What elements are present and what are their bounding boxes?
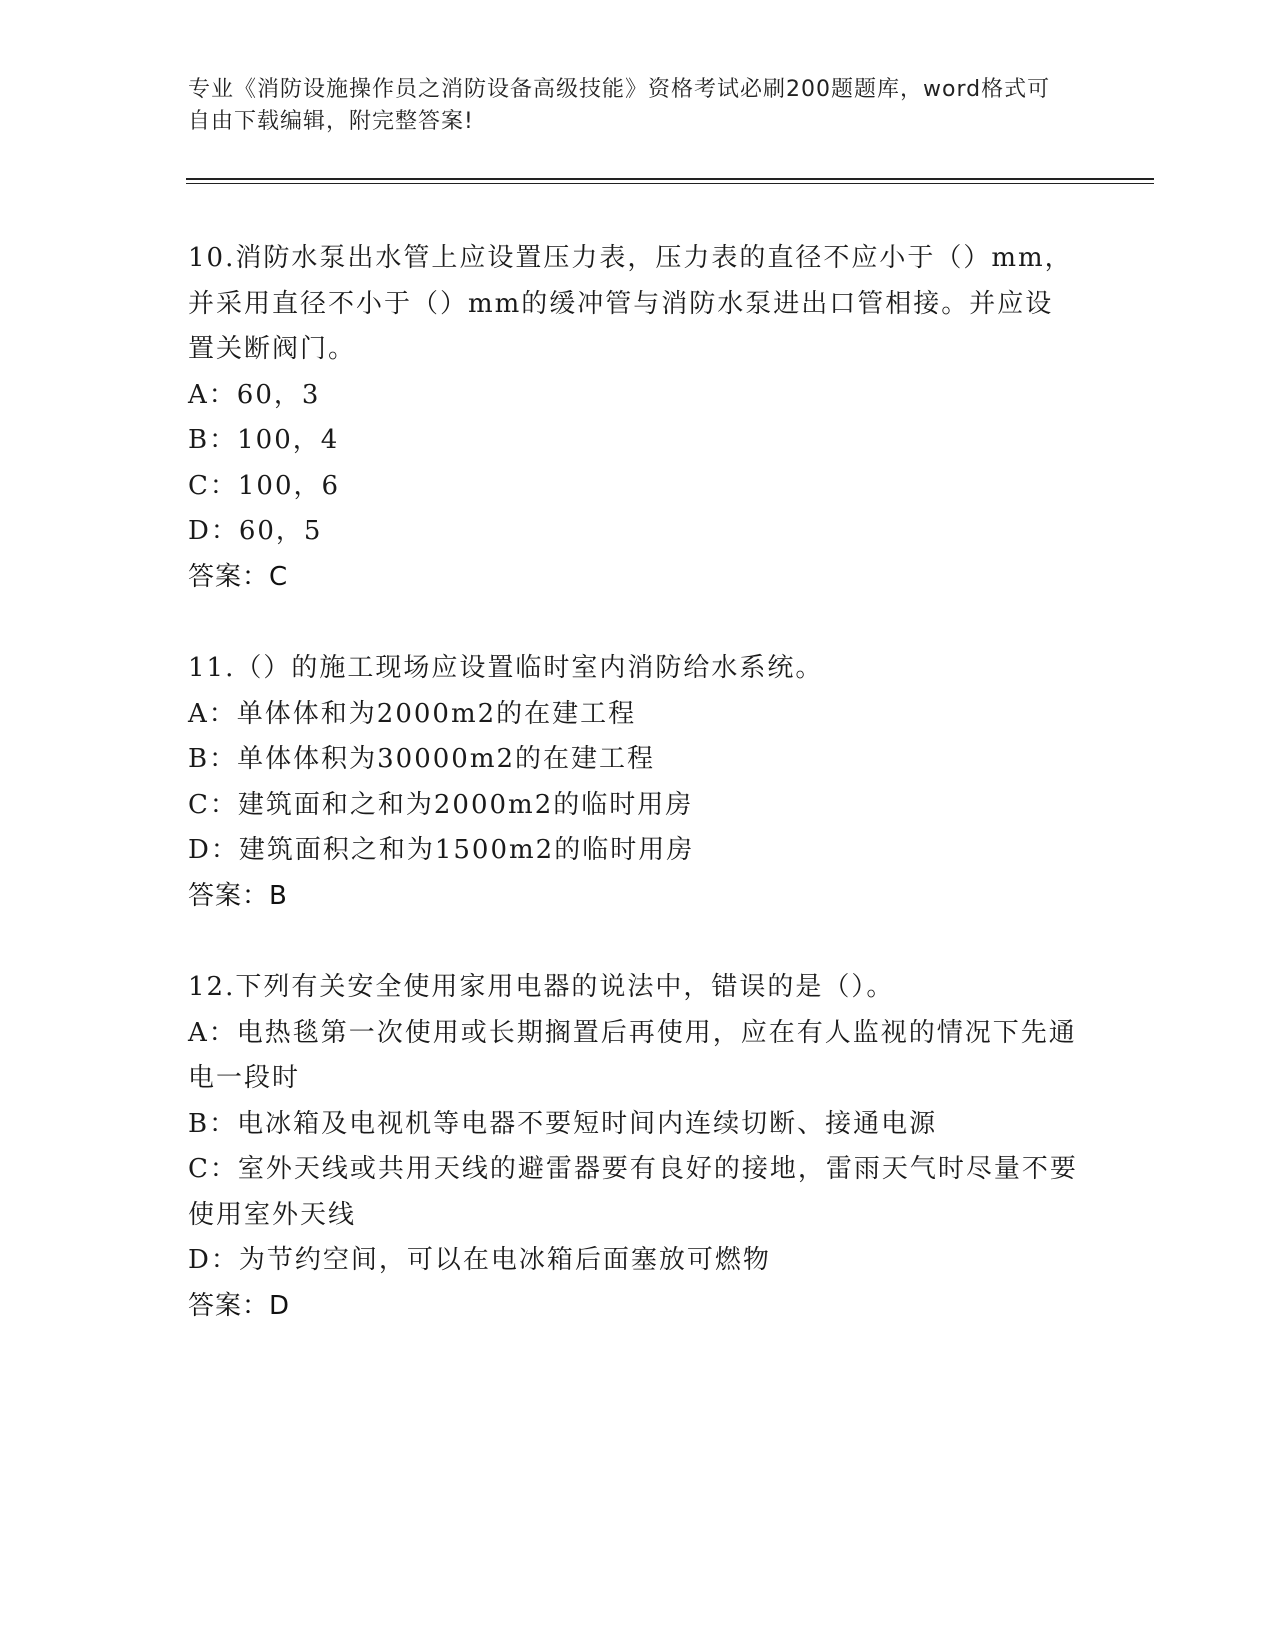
answer-line: 答案：B xyxy=(188,880,288,911)
question-10 xyxy=(188,236,1078,600)
header-divider-thin xyxy=(186,183,1154,184)
option-a: A：单体体和为2000m2的在建工程 xyxy=(188,698,637,729)
header-divider xyxy=(186,178,1154,180)
answer-line: 答案：D xyxy=(188,1290,291,1321)
question-list xyxy=(188,236,1078,1375)
question-11 xyxy=(188,646,1078,919)
option-a: A：电热毯第一次使用或长期搁置后再使用，应在有人监视的情况下先通电一段时 xyxy=(188,1017,1077,1093)
option-d: D：建筑面积之和为1500m2的临时用房 xyxy=(188,835,695,865)
option-b: B：电冰箱及电视机等电器不要短时间内连续切断、接通电源 xyxy=(188,1108,938,1139)
option-b: B：100，4 xyxy=(188,425,340,455)
document-header: 专业《消防设施操作员之消防设备高级技能》资格考试必刷200题题库，word格式可自由下载编辑，附完整答案! xyxy=(188,77,1051,134)
question-stem: 10.消防水泵出水管上应设置压力表，压力表的直径不应小于（）mm，并采用直径不小于（）mm的缓冲管与消防水泵进出口管相接。并应设置关断阀门。 xyxy=(188,243,1073,364)
option-d: D：60，5 xyxy=(188,516,323,546)
answer-line: 答案：C xyxy=(188,561,289,592)
option-c: C：建筑面和之和为2000m2的临时用房 xyxy=(188,789,694,820)
question-stem: 12.下列有关安全使用家用电器的说法中，错误的是（）。 xyxy=(188,972,895,1002)
option-a: A：60，3 xyxy=(188,379,321,410)
option-b: B：单体体积为30000m2的在建工程 xyxy=(188,744,656,774)
question-stem: 11.（）的施工现场应设置临时室内消防给水系统。 xyxy=(188,653,824,683)
option-d: D：为节约空间，可以在电冰箱后面塞放可燃物 xyxy=(188,1245,771,1275)
option-c: C：100，6 xyxy=(188,470,341,501)
question-12 xyxy=(188,965,1078,1329)
option-c: C：室外天线或共用天线的避雷器要有良好的接地，雷雨天气时尽量不要使用室外天线 xyxy=(188,1154,1078,1230)
